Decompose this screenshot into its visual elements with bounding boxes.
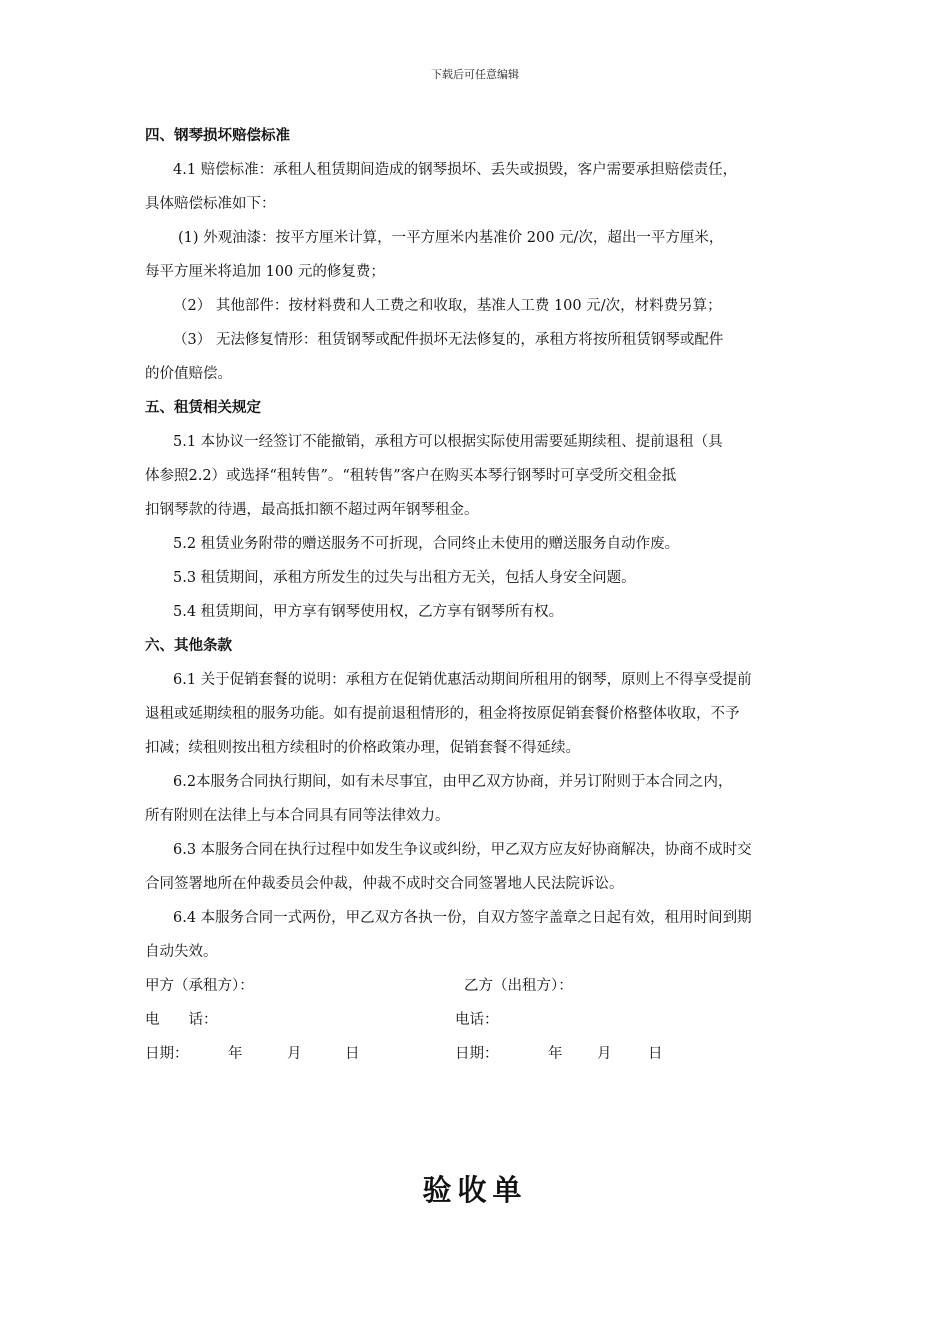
party-b-phone-label: 电话： xyxy=(455,1012,499,1028)
party-a-phone-label: 电 话： xyxy=(145,1012,218,1028)
clause-5-3: 5.3 租赁期间，承租方所发生的过失与出租方无关，包括人身安全问题。 xyxy=(173,570,636,586)
party-a-date-day: 日 xyxy=(345,1046,360,1062)
clause-6-1-line-3: 扣减；续租则按出租方续租时的价格政策办理，促销套餐不得延续。 xyxy=(145,740,580,756)
clause-4-1-item-1-line-1: (1) 外观油漆：按平方厘米计算，一平方厘米内基准价 200 元/次，超出一平方厘米， xyxy=(178,230,724,246)
signature-date-row xyxy=(145,1046,850,1080)
party-b-date-month: 月 xyxy=(597,1046,612,1062)
section-4-heading: 四、钢琴损坏赔偿标准 xyxy=(145,128,290,144)
page-header: 下载后可任意编辑 xyxy=(431,68,519,81)
party-b-date-year: 年 xyxy=(548,1046,563,1062)
clause-4-1-item-3-line-1: （3） 无法修复情形：租赁钢琴或配件损坏无法修复的，承租方将按所租赁钢琴或配件 xyxy=(173,332,724,348)
clause-4-1-item-2: （2） 其他部件：按材料费和人工费之和收取，基准人工费 100 元/次，材料费另算； xyxy=(173,298,722,314)
clause-4-1-line-2: 具体赔偿标准如下： xyxy=(145,196,276,212)
party-b-date-day: 日 xyxy=(648,1046,663,1062)
clause-6-2-line-2: 所有附则在法律上与本合同具有同等法律效力。 xyxy=(145,808,450,824)
clause-6-1-line-1: 6.1 关于促销套餐的说明：承租方在促销优惠活动期间所租用的钢琴，原则上不得享受提前 xyxy=(173,672,752,688)
party-a-date-year: 年 xyxy=(228,1046,243,1062)
clause-6-4-line-1: 6.4 本服务合同一式两份，甲乙双方各执一份，自双方签字盖章之日起有效，租用时间到期 xyxy=(173,910,752,926)
section-5-heading: 五、租赁相关规定 xyxy=(145,400,261,416)
clause-5-4: 5.4 租赁期间，甲方享有钢琴使用权，乙方享有钢琴所有权。 xyxy=(173,604,564,620)
document-body xyxy=(145,128,850,1080)
signature-phone-row xyxy=(145,1012,850,1046)
clause-6-2-line-1: 6.2本服务合同执行期间，如有未尽事宜，由甲乙双方协商，并另订附则于本合同之内， xyxy=(173,774,733,790)
party-b-label: 乙方（出租方）： xyxy=(464,978,573,994)
clause-5-2: 5.2 租赁业务附带的赠送服务不可折现，合同终止未使用的赠送服务自动作废。 xyxy=(173,536,680,552)
clause-6-3-line-2: 合同签署地所在仲裁委员会仲裁，仲裁不成时交合同签署地人民法院诉讼。 xyxy=(145,876,624,892)
clause-5-1-line-3: 扣钢琴款的待遇，最高抵扣额不超过两年钢琴租金。 xyxy=(145,502,479,518)
party-a-date-month: 月 xyxy=(287,1046,302,1062)
clause-5-1-line-1: 5.1 本协议一经签订不能撤销，承租方可以根据实际使用需要延期续租、提前退租（具 xyxy=(173,434,723,450)
party-a-label: 甲方（承租方）： xyxy=(145,978,254,994)
clause-6-1-line-2: 退租或延期续租的服务功能。如有提前退租情形的，租金将按原促销套餐价格整体收取，不予 xyxy=(145,706,740,722)
clause-4-1-item-1-line-2: 每平方厘米将追加 100 元的修复费； xyxy=(145,264,385,280)
clause-6-4-line-2: 自动失效。 xyxy=(145,944,218,960)
section-6-heading: 六、其他条款 xyxy=(145,638,232,654)
acceptance-form-title: 验收单 xyxy=(422,1173,528,1207)
clause-4-1-item-3-line-2: 的价值赔偿。 xyxy=(145,366,232,382)
clause-4-1-line-1: 4.1 赔偿标准：承租人租赁期间造成的钢琴损坏、丢失或损毁，客户需要承担赔偿责任， xyxy=(173,162,738,178)
clause-6-3-line-1: 6.3 本服务合同在执行过程中如发生争议或纠纷，甲乙双方应友好协商解决，协商不成时交 xyxy=(173,842,752,858)
party-b-date-label: 日期： xyxy=(455,1046,499,1062)
signature-party-row xyxy=(145,978,850,1012)
party-a-date-label: 日期： xyxy=(145,1046,189,1062)
clause-5-1-line-2: 体参照2.2）或选择“租转售”。“租转售”客户在购买本琴行钢琴时可享受所交租金抵 xyxy=(145,468,677,484)
